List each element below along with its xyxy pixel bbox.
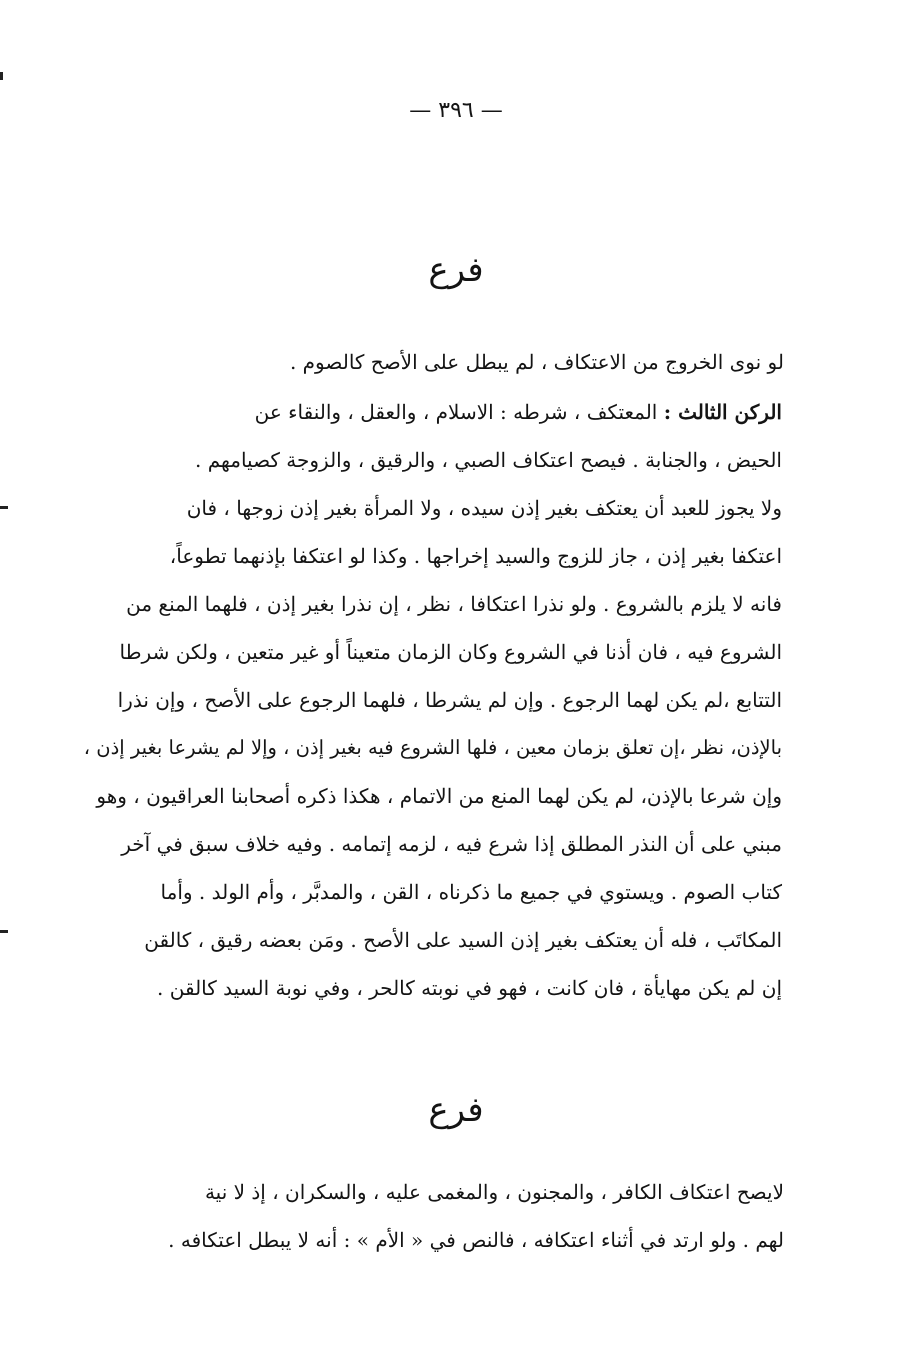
text-line: كتاب الصوم . ويستوي في جميع ما ذكرناه ، القن ، والمدبَّر ، وأم الولد . وأما (160, 880, 782, 904)
section-heading: فرع (428, 250, 484, 290)
text-line: اعتكفا بغير إذن ، جاز للزوج والسيد إخراجها . وكذا لو اعتكفا بإذنهما تطوعاً، (169, 544, 782, 568)
text-line: مبني على أن النذر المطلق إذا شرع فيه ، لزمه إتمامه . وفيه خلاف سبق في آخر (121, 832, 782, 856)
text-line: بالإذن، نظر ،إن تعلق بزمان معين ، فلها الشروع فيه بغير إذن ، وإلا لم يشرعا بغير إذن ، (83, 736, 782, 759)
text-line: فانه لا يلزم بالشروع . ولو نذرا اعتكافا ، نظر ، إن نذرا بغير إذن ، فلهما المنع من (126, 592, 782, 616)
margin-mark (0, 72, 3, 80)
page-number: — ٣٩٦ — (409, 98, 503, 123)
section-heading: فرع (428, 1090, 484, 1130)
body-paragraph (78, 1168, 784, 1264)
text-line: لو نوى الخروج من الاعتكاف ، لم يبطل على الأصح كالصوم . (289, 350, 784, 374)
body-paragraph (76, 388, 782, 1012)
text-line: إن لم يكن مهايأة ، فان كانت ، فهو في نوبته كالحر ، وفي نوبة السيد كالقن . (157, 976, 782, 1000)
margin-mark (0, 930, 8, 933)
text-line: التتابع ،لم يكن لهما الرجوع . وإن لم يشرطا ، فلهما الرجوع على الأصح ، وإن نذرا (117, 688, 782, 712)
text-line: لايصح اعتكاف الكافر ، والمجنون ، والمغمى عليه ، والسكران ، إذ لا نية (204, 1180, 784, 1204)
text-line: الشروع فيه ، فان أذنا في الشروع وكان الزمان متعيناً أو غير متعين ، ولكن شرطا (119, 640, 782, 664)
text-line: المكاتَب ، فله أن يعتكف بغير إذن السيد على الأصح . ومَن بعضه رقيق ، كالقن (144, 928, 782, 952)
text-line-content: المعتكف ، شرطه : الاسلام ، والعقل ، والنقاء عن (254, 400, 658, 424)
margin-mark (0, 506, 8, 509)
text-line: وإن شرعا بالإذن، لم يكن لهما المنع من الاتمام ، هكذا ذكره أصحابنا العراقيون ، وهو (96, 784, 782, 808)
intro-paragraph (184, 338, 784, 386)
text-line: لهم . ولو ارتد في أثناء اعتكافه ، فالنص في « الأم » : أنه لا يبطل اعتكافه . (168, 1228, 784, 1252)
text-line (76, 388, 782, 436)
text-line: الحيض ، والجنابة . فيصح اعتكاف الصبي ، والرقيق ، والزوجة كصيامهم . (195, 448, 782, 472)
paragraph-lead: الركن الثالث : (663, 400, 782, 424)
text-line: ولا يجوز للعبد أن يعتكف بغير إذن سيده ، ولا المرأة بغير إذن زوجها ، فان (186, 496, 782, 520)
